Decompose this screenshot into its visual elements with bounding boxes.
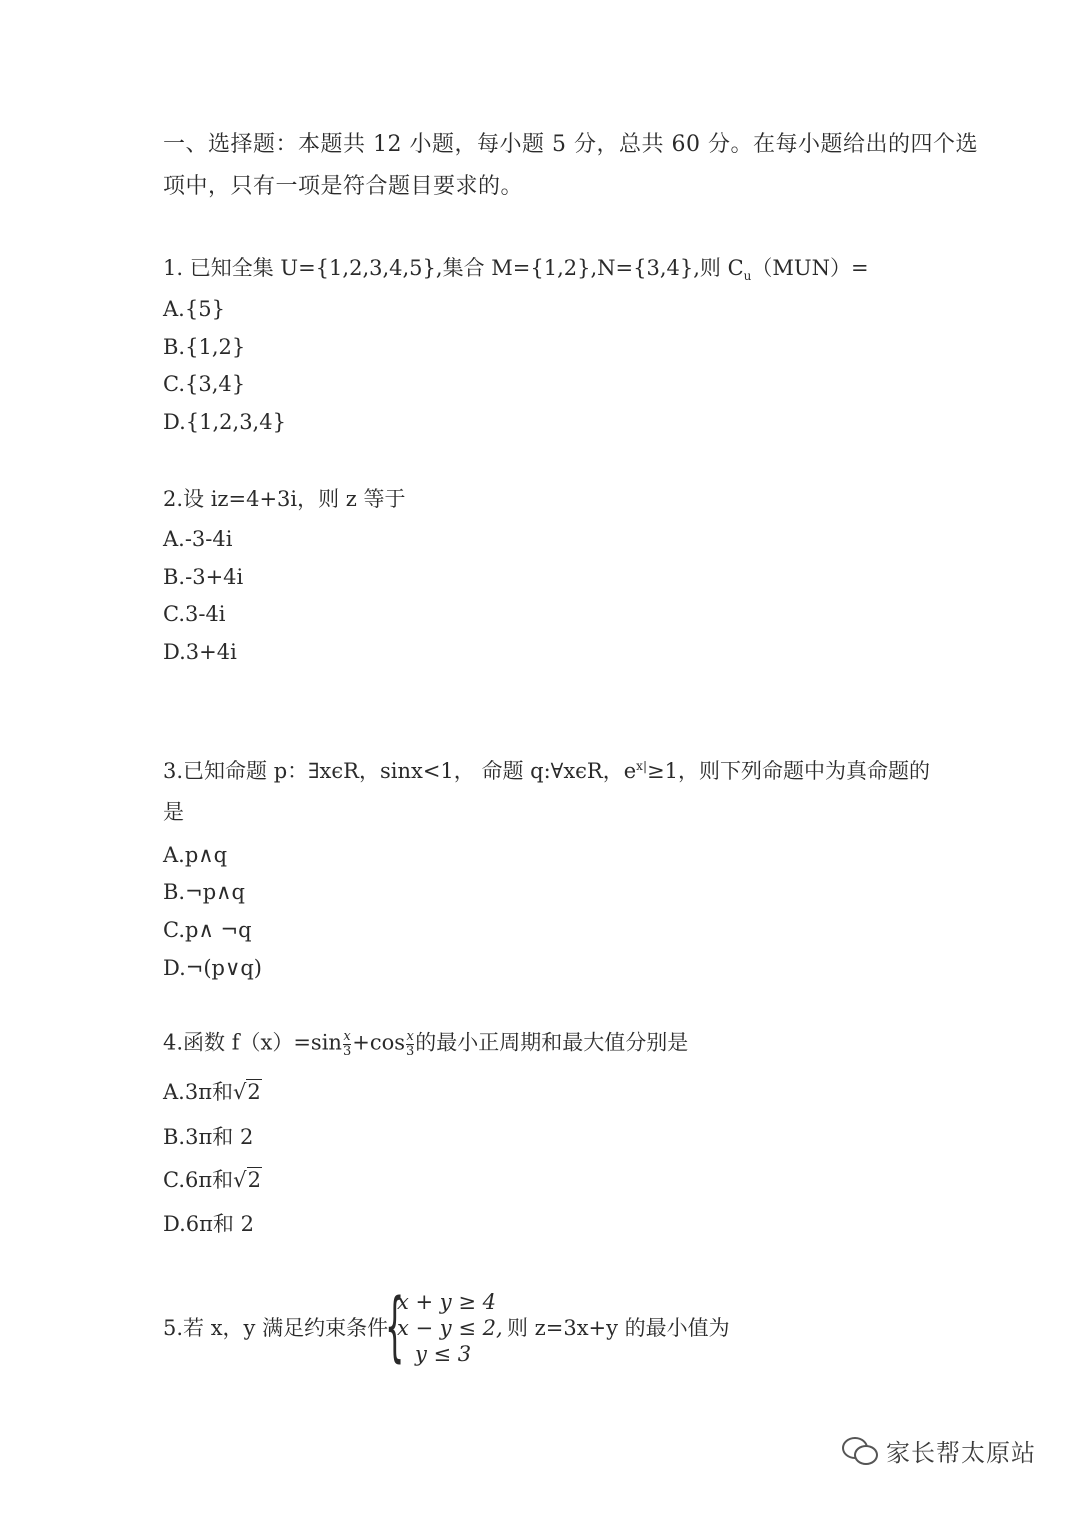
watermark-text: 家长帮太原站 <box>886 1438 1036 1467</box>
question-2-stem: 2.设 iz=4+3i，则 z 等于 <box>163 487 406 511</box>
question-5-stem-suffix: 则 z=3x+y 的最小值为 <box>507 1316 730 1340</box>
sqrt-symbol: √2 <box>233 1168 261 1192</box>
question-1-option-d: D.{1,2,3,4} <box>163 410 286 434</box>
fraction-x-over-3: $\frac{x}{3}$ <box>342 1029 352 1059</box>
question-3-stem-line-1: 3.已知命题 p：∃xϵR，sinx<1， 命题 q:∀xϵR，$e^{x|}\ge 1$，则下列命题中为真命题的 <box>163 759 930 783</box>
fraction-x-over-3-b: $\frac{x}{3}$ <box>406 1029 415 1059</box>
left-brace: { <box>385 1281 405 1370</box>
question-2-option-d: D.3+4i <box>163 640 237 664</box>
question-2-option-c: C.3-4i <box>163 602 226 626</box>
question-3-option-c: C.p∧ ¬q <box>163 918 252 942</box>
question-1-option-a: A.{5} <box>163 297 225 321</box>
question-1-option-b: B.{1,2} <box>163 335 246 359</box>
section-intro-line-2: 项中，只有一项是符合题目要求的。 <box>163 174 524 199</box>
question-4-option-c: C.6π和√2 <box>163 1168 261 1192</box>
question-3-option-b: B.¬p∧q <box>163 880 245 904</box>
question-3-stem-line-2: 是 <box>163 800 184 824</box>
question-3-option-a: A.p∧q <box>163 843 228 867</box>
constraint-2: x − y ≤ 2, <box>397 1316 503 1340</box>
watermark <box>842 1432 1036 1468</box>
question-4-option-d: D.6π和 2 <box>163 1212 254 1236</box>
wechat-icon <box>842 1435 878 1465</box>
question-2-option-b: B.-3+4i <box>163 565 244 589</box>
question-5-stem-prefix: 5.若 x，y 满足约束条件 <box>163 1316 389 1340</box>
question-4-option-b: B.3π和 2 <box>163 1125 254 1149</box>
question-2-option-a: A.-3-4i <box>163 527 233 551</box>
section-intro-line-1: 一、选择题：本题共 12 小题，每小题 5 分，总共 60 分。在每小题给出的四个选 <box>163 132 978 157</box>
question-1-stem: 1. 已知全集 U={1,2,3,4,5},集合 M={1,2},N={3,4},则 $C_u(MUN)=$ <box>163 256 869 284</box>
question-1-option-c: C.{3,4} <box>163 372 246 396</box>
question-4-stem: 4.函数 f（x）=sin $\frac{x}{3}$ +cos $\frac{x}{3}$ 的最小正周期和最大值分别是 <box>163 1029 689 1059</box>
question-4-option-a: A.3π和√2 <box>163 1080 261 1104</box>
constraint-3: y ≤ 3 <box>415 1342 472 1366</box>
question-3-option-d: D.¬(p∨q) <box>163 956 263 980</box>
constraint-1: x + y ≥ 4 <box>397 1290 496 1314</box>
sqrt-symbol: √2 <box>233 1080 261 1104</box>
